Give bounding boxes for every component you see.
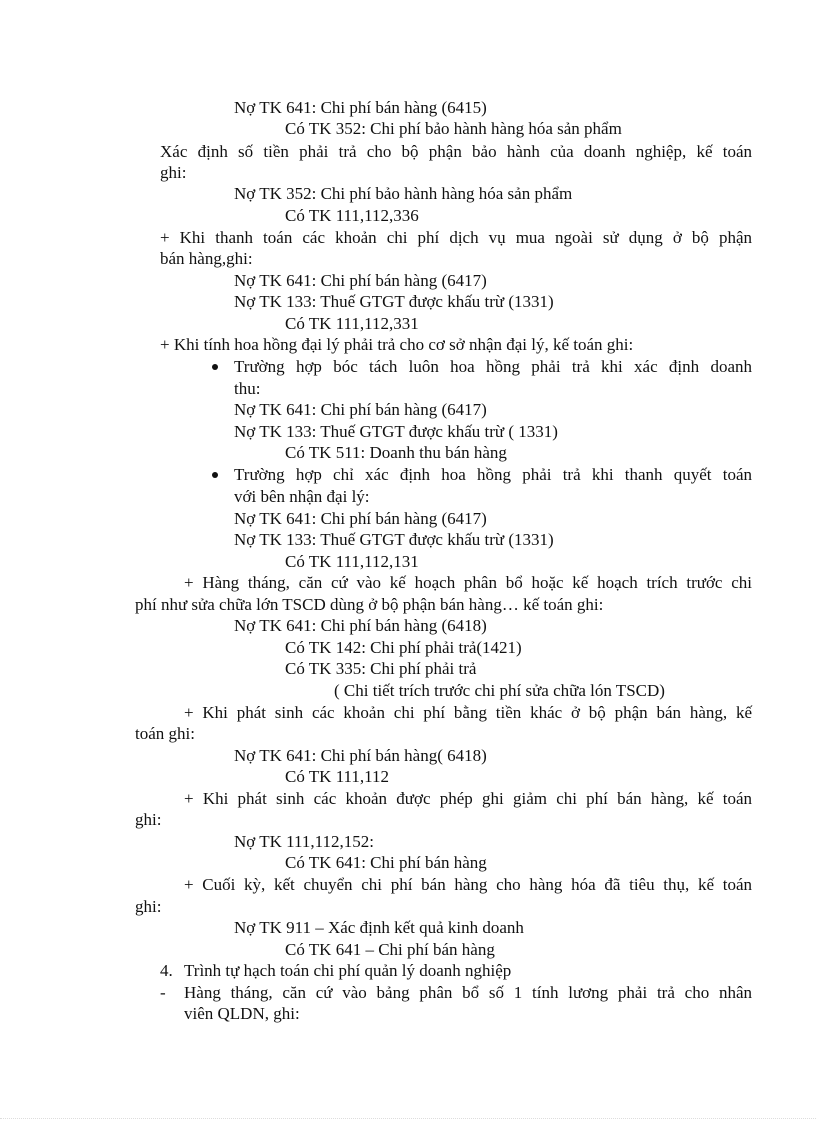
text-line: + Hàng tháng, căn cứ vào kế hoạch phân bổ hoặc kế hoạch trích trước chi <box>184 573 752 592</box>
text-line: + Khi phát sinh các khoản chi phí bằng tiền khác ở bộ phận bán hàng, kế <box>184 703 752 722</box>
text-line: Có TK 111,112,336 <box>285 206 419 225</box>
text-line: ghi: <box>135 897 162 916</box>
text-line: Có TK 352: Chi phí bảo hành hàng hóa sản phẩm <box>285 119 622 138</box>
text-line: toán ghi: <box>135 724 195 743</box>
text-line: Nợ TK 133: Thuế GTGT được khấu trừ (1331) <box>234 530 554 549</box>
text-line: Nợ TK 641: Chi phí bán hàng (6417) <box>234 271 487 290</box>
text-line: Có TK 111,112,331 <box>285 314 419 333</box>
text-line: thu: <box>234 379 261 398</box>
text-line: Có TK 142: Chi phí phải trả(1421) <box>285 638 522 657</box>
page-edge-divider <box>0 1118 816 1119</box>
text-line: Có TK 641 – Chi phí bán hàng <box>285 940 495 959</box>
text-line: Nợ TK 133: Thuế GTGT được khấu trừ ( 1331) <box>234 422 558 441</box>
text-line: + Khi phát sinh các khoản được phép ghi giảm chi phí bán hàng, kế toán <box>184 789 752 808</box>
bullet-icon <box>212 364 218 370</box>
text-line: Nợ TK 133: Thuế GTGT được khấu trừ (1331) <box>234 292 554 311</box>
text-line: + Khi tính hoa hồng đại lý phải trả cho cơ sở nhận đại lý, kế toán ghi: <box>160 335 634 354</box>
text-line: Nợ TK 111,112,152: <box>234 832 374 851</box>
dash-marker: - <box>160 983 166 1002</box>
text-line: ghi: <box>135 810 162 829</box>
text-line: Nợ TK 641: Chi phí bán hàng( 6418) <box>234 746 487 765</box>
text-line: Xác định số tiền phải trả cho bộ phận bảo hành của doanh nghiệp, kế toán <box>160 142 752 161</box>
text-line: + Khi thanh toán các khoản chi phí dịch vụ mua ngoài sử dụng ở bộ phận <box>160 228 752 247</box>
text-line: Có TK 511: Doanh thu bán hàng <box>285 443 507 462</box>
bullet-icon <box>212 472 218 478</box>
text-line: viên QLDN, ghi: <box>184 1004 300 1023</box>
text-line: bán hàng,ghi: <box>160 249 253 268</box>
text-line: Nợ TK 352: Chi phí bảo hành hàng hóa sản phẩm <box>234 184 573 203</box>
text-line: Nợ TK 641: Chi phí bán hàng (6417) <box>234 509 487 528</box>
text-line: phí như sửa chữa lớn TSCD dùng ở bộ phận bán hàng… kế toán ghi: <box>135 595 604 614</box>
text-line: Có TK 335: Chi phí phải trả <box>285 659 477 678</box>
text-line: Nợ TK 641: Chi phí bán hàng (6418) <box>234 616 487 635</box>
text-line: Có TK 111,112,131 <box>285 552 419 571</box>
section-heading: Trình tự hạch toán chi phí quản lý doanh nghiệp <box>184 961 512 980</box>
text-line: Có TK 641: Chi phí bán hàng <box>285 853 487 872</box>
text-line: Trường hợp chỉ xác định hoa hồng phải trả khi thanh quyết toán <box>234 465 752 484</box>
text-line: Hàng tháng, căn cứ vào bảng phân bổ số 1 tính lương phải trả cho nhân <box>184 983 752 1002</box>
text-line: ( Chi tiết trích trước chi phí sửa chữa lón TSCD) <box>334 681 665 700</box>
text-line: với bên nhận đại lý: <box>234 487 370 506</box>
text-line: Có TK 111,112 <box>285 767 390 786</box>
text-line: Nợ TK 641: Chi phí bán hàng (6417) <box>234 400 487 419</box>
text-line: + Cuối kỳ, kết chuyển chi phí bán hàng cho hàng hóa đã tiêu thụ, kế toán <box>184 875 752 894</box>
section-number: 4. <box>160 961 173 980</box>
text-line: Trường hợp bóc tách luôn hoa hồng phải trả khi xác định doanh <box>234 357 752 376</box>
text-line: ghi: <box>160 163 187 182</box>
text-line: Nợ TK 911 – Xác định kết quả kinh doanh <box>234 918 524 937</box>
text-line: Nợ TK 641: Chi phí bán hàng (6415) <box>234 98 487 117</box>
